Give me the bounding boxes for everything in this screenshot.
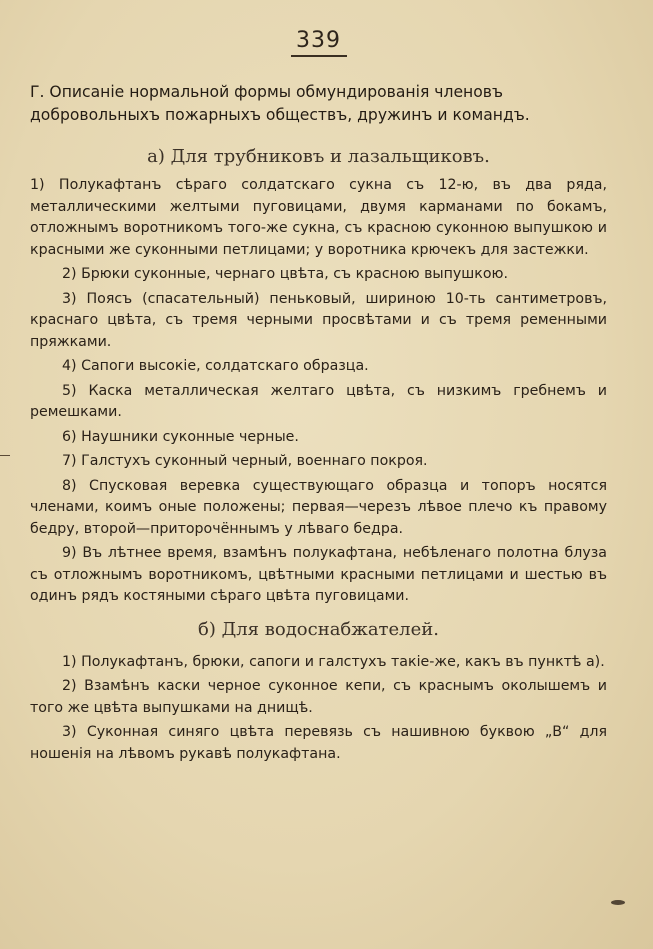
list-item: 2) Брюки суконные, чернаго цвѣта, съ красною выпушкою. xyxy=(62,266,508,282)
list-item: 4) Сапоги высокіе, солдатскаго образца. xyxy=(62,358,369,374)
page-number-rule xyxy=(291,55,347,57)
list-item: 1) Полукафтанъ сѣраго солдатскаго сукна съ 12-ю, въ два ряда, металлическими желтыми пуговицами, двумя карманами по бокамъ, отложнымъ воротникомъ того-же сукна, съ красною суконною выпушкою и красными же суконными петлицами; у воротника крючекъ для застежки. xyxy=(30,177,607,258)
page-number: 339 xyxy=(296,28,341,53)
ink-blot xyxy=(611,900,625,905)
list-item: 1) Полукафтанъ, брюки, сапоги и галстухъ такіе-же, какъ въ пунктѣ а). xyxy=(62,653,605,670)
subsection-a-title: а) Для трубниковъ и лазальщиковъ. xyxy=(147,146,490,167)
margin-mark xyxy=(0,455,10,456)
list-item: 5) Каска металлическая желтаго цвѣта, съ низкимъ гребнемъ и ремешками. xyxy=(30,382,607,420)
list-item: 3) Суконная синяго цвѣта перевязь съ нашивною буквою „В“ для ношенія на лѣвомъ рукавѣ полукафтана. xyxy=(30,724,607,762)
subsection-b-title: б) Для водоснабжателей. xyxy=(198,618,439,640)
list-item: 7) Галстухъ суконный черный, военнаго покроя. xyxy=(62,453,428,469)
list-item: 2) Взамѣнъ каски черное суконное кепи, съ краснымъ околышемъ и того же цвѣта выпушками на днищѣ. xyxy=(30,678,607,716)
list-item: 9) Въ лѣтнее время, взамѣнъ полукафтана, небѣленаго полотна блуза съ отложнымъ воротникомъ, цвѣтными красными петлицами и шестью въ одинъ рядъ костяными сѣраго цвѣта пуговицами. xyxy=(30,545,607,604)
list-item: 6) Наушники суконные черные. xyxy=(62,428,299,445)
list-item: 3) Поясъ (спасательный) пеньковый, шириною 10-ть сантиметровъ, краснаго цвѣта, съ тремя черными просвѣтами и съ тремя ременными пряжками. xyxy=(30,290,607,350)
list-item: 8) Спусковая веревка существующаго образца и топоръ носятся членами, коимъ оные положены; первая—черезъ лѣвое плечо къ правому бедру, второй—приторочённымъ у лѣваго бедра. xyxy=(30,477,607,537)
section-heading: Г. Описаніе нормальной формы обмундированія членовъ добровольныхъ пожарныхъ обществъ, дружинъ и командъ. xyxy=(30,83,530,124)
